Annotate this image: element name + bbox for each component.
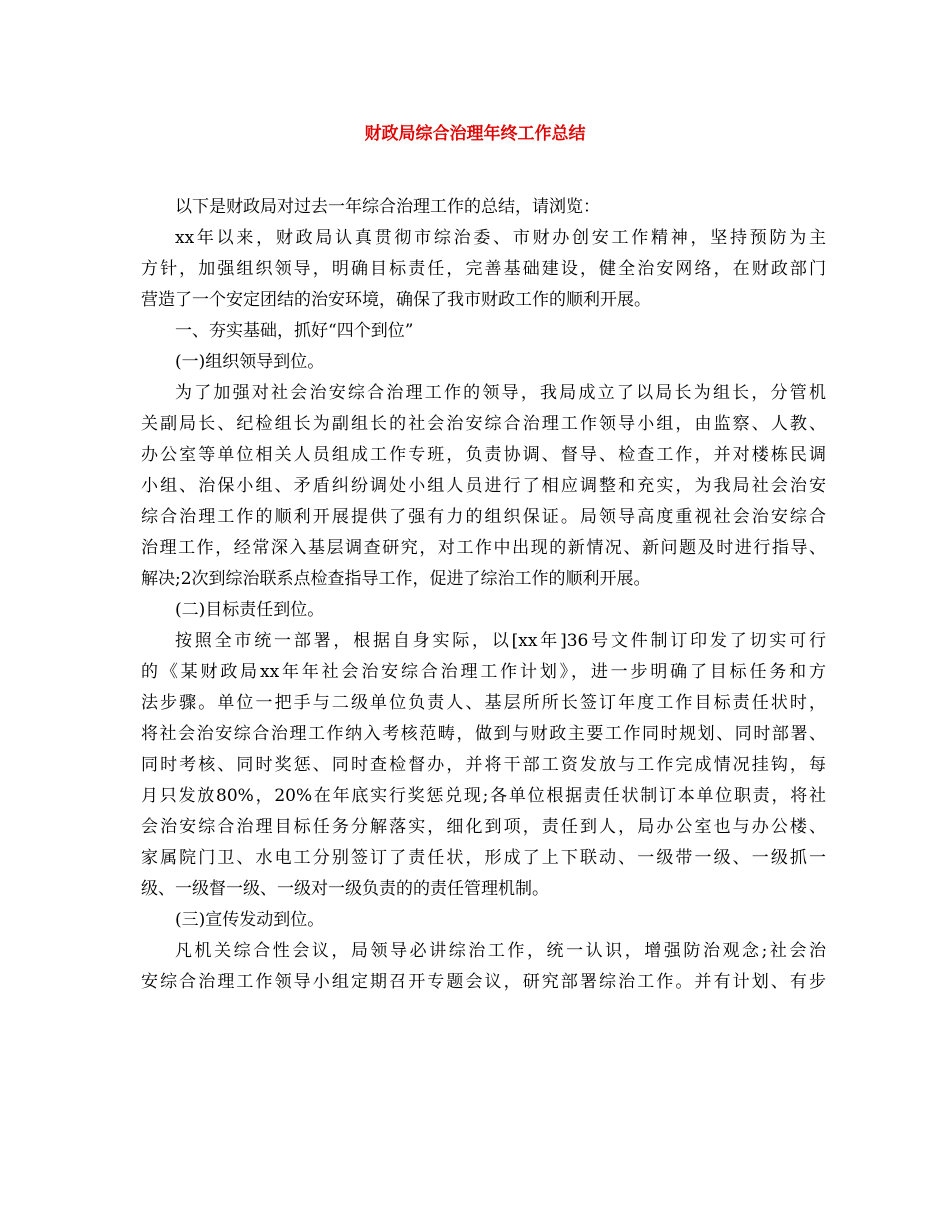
paragraph-line: 安综合治理工作领导小组定期召开专题会议，研究部署综治工作。并有计划、有步 [141, 972, 826, 992]
subsection-heading: (三)宣传发动到位。 [175, 910, 325, 930]
paragraph-line: 将社会治安综合治理工作纳入考核范畴，做到与财政主要工作同时规划、同时部署、 [141, 724, 826, 744]
paragraph-line: 级、一级督一级、一级对一级负责的的责任管理机制。 [141, 879, 549, 899]
paragraph-line: 综合治理工作的顺利开展提供了强有力的组织保证。局领导高度重视社会治安综合 [141, 507, 826, 527]
document-body [141, 192, 826, 998]
paragraph-line: 方针，加强组织领导，明确目标责任，完善基础建设，健全治安网络，在财政部门 [141, 259, 826, 279]
paragraph-line: 办公室等单位相关人员组成工作专班，负责协调、督导、检查工作，并对楼栋民调 [141, 445, 826, 465]
paragraph-line: 营造了一个安定团结的治安环境，确保了我市财政工作的顺利开展。 [141, 290, 651, 310]
paragraph-line: 按照全市统一部署，根据自身实际，以[xx年]36号文件制订印发了切实可行 [175, 631, 826, 651]
paragraph-line: 同时考核、同时奖惩、同时查检督办，并将干部工资发放与工作完成情况挂钩，每 [141, 755, 826, 775]
paragraph-line: 法步骤。单位一把手与二级单位负责人、基层所所长签订年度工作目标责任状时， [141, 693, 826, 713]
paragraph-line: 解决;2次到综治联系点检查指导工作，促进了综治工作的顺利开展。 [141, 569, 651, 589]
document-title: 财政局综合治理年终工作总结 [364, 124, 586, 144]
paragraph-line: 会治安综合治理目标任务分解落实，细化到项，责任到人，局办公室也与办公楼、 [141, 817, 826, 837]
section-heading: 一、夯实基础，抓好“四个到位” [175, 321, 414, 341]
paragraph-line: 为了加强对社会治安综合治理工作的领导，我局成立了以局长为组长，分管机 [175, 383, 826, 403]
paragraph-line: xx年以来，财政局认真贯彻市综治委、市财办创安工作精神，坚持预防为主 [175, 228, 826, 248]
subsection-heading: (二)目标责任到位。 [175, 600, 325, 620]
paragraph-line: 月只发放80%，20%在年底实行奖惩兑现;各单位根据责任状制订本单位职责，将社 [141, 786, 826, 806]
paragraph-line: 以下是财政局对过去一年综合治理工作的总结，请浏览： [175, 197, 600, 217]
paragraph-line: 治理工作，经常深入基层调查研究，对工作中出现的新情况、新问题及时进行指导、 [141, 538, 826, 558]
subsection-heading: (一)组织领导到位。 [175, 352, 325, 372]
paragraph-line: 关副局长、纪检组长为副组长的社会治安综合治理工作领导小组，由监察、人教、 [141, 414, 826, 434]
paragraph-line: 的《某财政局xx年年社会治安综合治理工作计划》，进一步明确了目标任务和方 [141, 662, 826, 682]
paragraph-line: 小组、治保小组、矛盾纠纷调处小组人员进行了相应调整和充实，为我局社会治安 [141, 476, 826, 496]
paragraph-line: 凡机关综合性会议，局领导必讲综治工作，统一认识，增强防治观念;社会治 [175, 941, 826, 961]
paragraph-line: 家属院门卫、水电工分别签订了责任状，形成了上下联动、一级带一级、一级抓一 [141, 848, 826, 868]
